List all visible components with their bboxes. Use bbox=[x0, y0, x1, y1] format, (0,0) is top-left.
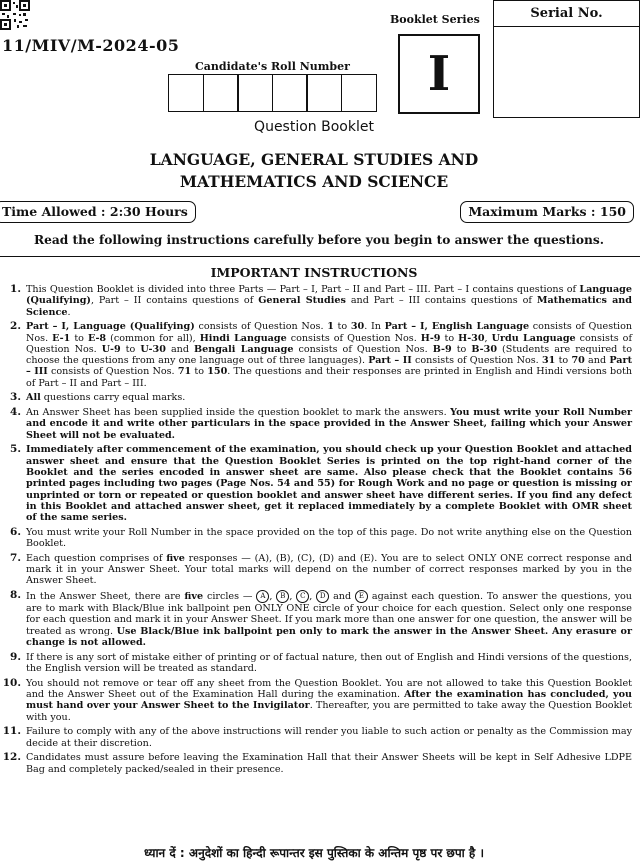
time-allowed: Time Allowed : 2:30 Hours bbox=[0, 201, 196, 223]
roll-digit-box bbox=[306, 74, 342, 112]
roll-digit-box bbox=[203, 74, 239, 112]
instruction-number: 1. bbox=[10, 283, 21, 295]
instruction-number: 10. bbox=[2, 676, 21, 689]
instruction-item: 11. Failure to comply with any of the above instructions will render you liable to such action or penalty as the Commission may decide at their discretion. bbox=[0, 726, 632, 749]
instruction-number: 2. bbox=[10, 320, 21, 333]
option-circle-icon: C bbox=[296, 590, 309, 603]
instructions-heading: IMPORTANT INSTRUCTIONS bbox=[210, 265, 418, 280]
instruction-number: 11. bbox=[2, 725, 21, 738]
booklet-series-label: Booklet Series bbox=[390, 13, 480, 26]
instruction-item: 3. All questions carry equal marks. bbox=[0, 392, 632, 403]
exam-title-line-1: LANGUAGE, GENERAL STUDIES AND bbox=[149, 150, 479, 169]
instruction-item: 8. In the Answer Sheet, there are five circles — A , B , C , D and E against each question. To answer the questions, you are to mark with Black/Blue ink ballpoint pen ONLY ONE circle of your choice for each question. Select only one response for each question and mark it in your Answer Sheet. If you mark more than one answer for one question, the answer will be treated as wrong. Use Black/Blue ink ballpoint pen only to mark the answer in the Answer Sheet. Any erasure or change is not allowed. bbox=[0, 590, 632, 648]
instruction-item: 6. You must write your Roll Number in the space provided on the top of this page. Do not write anything else on the Question Booklet. bbox=[0, 527, 632, 550]
instruction-item: 12. Candidates must assure before leaving the Examination Hall that their Answer Sheets will be kept in Self Adhesive LDPE Bag and completely packed/sealed in their presence. bbox=[0, 752, 632, 775]
instruction-item: 2. Part – I, Language (Qualifying) consists of Question Nos. 1 to 30. In Part – I, English Language consists of Question Nos. E-1 to E-8 (common for all), Hindi Language consists of Question Nos. H-9 to H-30, Urdu Language consists of Question Nos. U-9 to U-30 and Bengali Language consists of Question Nos. B-9 to B-30 (Students are required to choose the questions from any one language out of three languages). Part – II consists of Question Nos. 31 to 70 and Part – III consists of Question Nos. 71 to 150. The questions and their responses are printed in English and Hindi versions both of Part – II and Part – III. bbox=[0, 321, 632, 389]
booklet-series-value: I bbox=[427, 46, 451, 102]
option-circle-icon: B bbox=[276, 590, 289, 603]
read-instruction: Read the following instructions carefully before you begin to answer the questions. bbox=[33, 233, 605, 247]
option-circle-icon: A bbox=[256, 590, 269, 603]
roll-number-boxes bbox=[168, 74, 375, 112]
instruction-number: 3. bbox=[10, 391, 21, 404]
exam-title-line-2: MATHEMATICS AND SCIENCE bbox=[179, 172, 449, 191]
instruction-item: 7. Each question comprises of five responses — (A), (B), (C), (D) and (E). You are to select ONLY ONE correct response and mark it in your Answer Sheet. Your total marks will depend on the number of correct responses marked by you in the Answer Sheet. bbox=[0, 553, 632, 587]
exam-title bbox=[0, 149, 628, 193]
serial-divider bbox=[494, 26, 639, 27]
instruction-number: 7. bbox=[10, 551, 21, 564]
instruction-item: 4. An Answer Sheet has been supplied inside the question booklet to mark the answers. You must write your Roll Number and encode it and write other particulars in the space provided in the Answer Sheet, failing which your Answer Sheet will not be evaluated. bbox=[0, 407, 632, 441]
instruction-number: 12. bbox=[2, 751, 21, 764]
option-circle-icon: D bbox=[316, 590, 329, 603]
maximum-marks: Maximum Marks : 150 bbox=[460, 201, 634, 223]
instruction-item: 1. This Question Booklet is divided into three Parts — Part – I, Part – II and Part – III. Part – I contains questions of Language (Qualifying), Part – II contains questions of General Studies and Part – III contains questions of Mathematics and Science. bbox=[0, 284, 632, 318]
instruction-number: 6. bbox=[10, 525, 21, 538]
roll-digit-box bbox=[272, 74, 308, 112]
instruction-item: 10. You should not remove or tear off any sheet from the Question Booklet. You are not allowed to take this Question Booklet and the Answer Sheet out of the Examination Hall during the examination. After the examination has concluded, you must hand over your Answer Sheet to the Invigilator. Thereafter, you are permitted to take away the Question Booklet with you. bbox=[0, 678, 632, 723]
paper-code: 11/MIV/M-2024-05 bbox=[2, 36, 180, 55]
instruction-number: 8. bbox=[10, 589, 21, 602]
instruction-item: 9. If there is any sort of mistake either of printing or of factual nature, then out of English and Hindi versions of the questions, the English version will be treated as standard. bbox=[0, 652, 632, 675]
roll-digit-box bbox=[341, 74, 377, 112]
roll-digit-box bbox=[237, 74, 273, 112]
divider bbox=[0, 256, 640, 257]
instructions-list bbox=[0, 284, 632, 778]
hindi-note: ध्यान दें : अनुदेशों का हिन्दी रूपान्तर इस पुस्तिका के अन्तिम पृष्ठ पर छपा है । bbox=[143, 846, 485, 860]
instruction-number: 5. bbox=[10, 443, 21, 456]
booklet-title: Question Booklet bbox=[254, 119, 374, 135]
instruction-number: 4. bbox=[10, 406, 21, 419]
booklet-series-box bbox=[398, 34, 480, 114]
option-circle-icon: E bbox=[355, 590, 368, 603]
serial-number-box bbox=[493, 0, 640, 118]
instruction-number: 9. bbox=[10, 650, 21, 663]
serial-number-label: Serial No. bbox=[530, 6, 603, 21]
roll-number-label: Candidate's Roll Number bbox=[195, 60, 350, 73]
instruction-item: 5. Immediately after commencement of the examination, you should check up your Question Booklet and attached answer sheet and ensure that the Question Booklet Series is printed on the top right-hand corner of the Booklet and the series encoded in answer sheet are same. Also please check that the Booklet contains 56 printed pages including two pages (Page Nos. 54 and 55) for Rough Work and no page or question is missing or unprinted or torn or repeated or question booklet and answer sheet have different series. If you find any defect in this Booklet and attached answer sheet, get it replaced immediately by a complete Booklet with OMR sheet of the same series. bbox=[0, 444, 632, 523]
roll-digit-box bbox=[168, 74, 204, 112]
qr-code-icon bbox=[0, 0, 30, 30]
